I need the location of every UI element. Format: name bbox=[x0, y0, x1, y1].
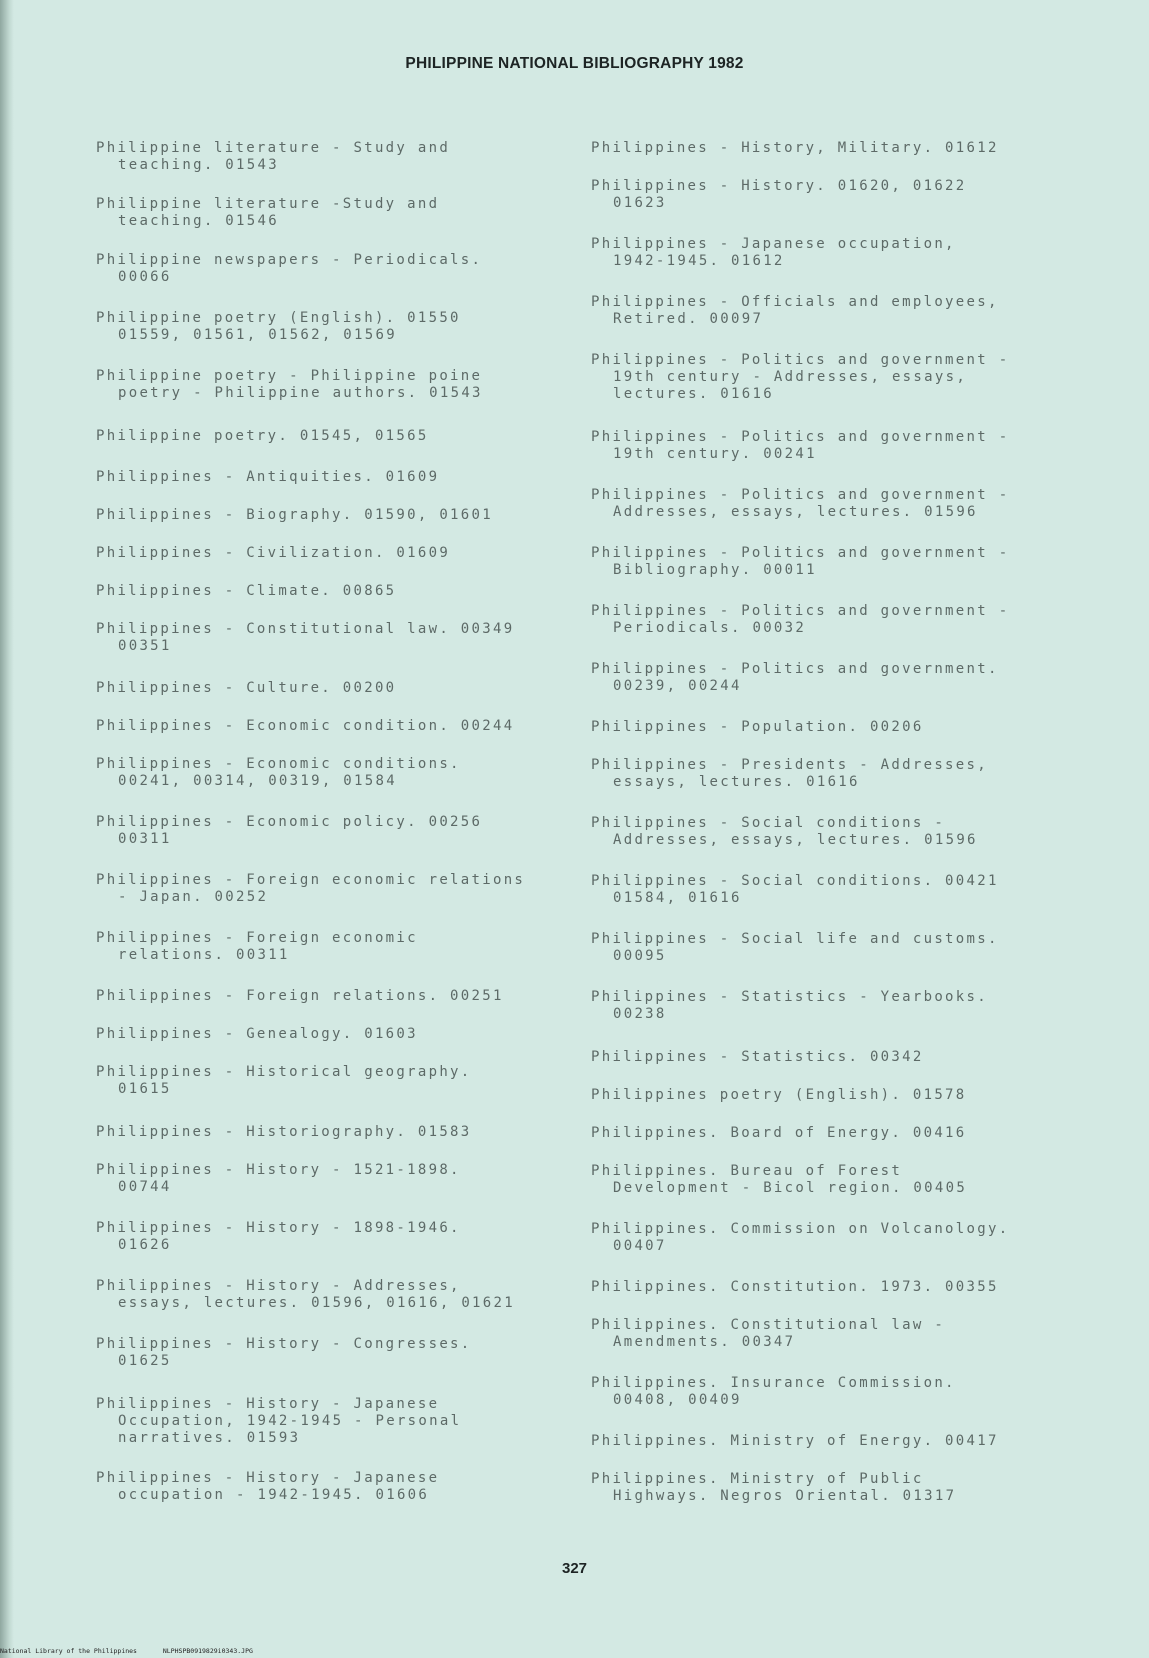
index-entry bbox=[96, 310, 571, 344]
entry-heading: Philippines - Foreign economic bbox=[96, 930, 418, 946]
entry-heading: Philippine poetry (English). 01550 bbox=[96, 310, 461, 326]
entry-continuation: 01584, 01616 bbox=[613, 890, 742, 906]
index-entry bbox=[591, 1221, 1071, 1255]
entry-continuation: 1942-1945. 01612 bbox=[613, 253, 785, 269]
entry-continuation: 00238 bbox=[613, 1006, 667, 1022]
index-entry bbox=[96, 1278, 571, 1312]
index-entry bbox=[96, 1336, 571, 1370]
page-title: PHILIPPINE NATIONAL BIBLIOGRAPHY 1982 bbox=[405, 55, 744, 72]
entry-heading: Philippines - Historiography. 01583 bbox=[96, 1124, 472, 1140]
index-entry bbox=[96, 680, 571, 697]
entry-continuation: occupation - 1942-1945. 01606 bbox=[118, 1487, 430, 1503]
index-entry bbox=[591, 661, 1071, 695]
entry-heading: Philippines - Politics and government - bbox=[591, 487, 1010, 503]
index-entry bbox=[591, 1163, 1071, 1197]
entry-heading: Philippines - Economic conditions. bbox=[96, 756, 461, 772]
entry-heading: Philippines - History, Military. 01612 bbox=[591, 140, 999, 156]
entry-heading: Philippines - Social life and customs. bbox=[591, 931, 999, 947]
index-entry bbox=[591, 757, 1071, 791]
index-entry bbox=[591, 352, 1071, 403]
index-entry bbox=[96, 872, 571, 906]
index-entry bbox=[591, 719, 1071, 736]
index-entry bbox=[96, 988, 571, 1005]
index-entry bbox=[96, 583, 571, 600]
entry-continuation: Occupation, 1942-1945 - Personal bbox=[118, 1413, 462, 1429]
entry-continuation: Retired. 00097 bbox=[613, 311, 764, 327]
index-entry bbox=[96, 756, 571, 790]
entry-continuation: 00408, 00409 bbox=[613, 1392, 742, 1408]
entry-continuation: 00407 bbox=[613, 1238, 667, 1254]
entry-continuation: Addresses, essays, lectures. 01596 bbox=[613, 504, 978, 520]
entry-heading: Philippine literature -Study and bbox=[96, 196, 440, 212]
entry-heading: Philippines - Foreign relations. 00251 bbox=[96, 988, 504, 1004]
entry-heading: Philippines - Social conditions. 00421 bbox=[591, 873, 999, 889]
entry-continuation: teaching. 01546 bbox=[118, 213, 279, 229]
entry-continuation: Periodicals. 00032 bbox=[613, 620, 807, 636]
index-entry bbox=[591, 603, 1071, 637]
entry-heading: Philippines - Social conditions - bbox=[591, 815, 946, 831]
entry-continuation: Development - Bicol region. 00405 bbox=[613, 1180, 968, 1196]
entry-heading: Philippines - History - Japanese bbox=[96, 1470, 440, 1486]
entry-heading: Philippines. Insurance Commission. bbox=[591, 1375, 956, 1391]
entry-continuation: Highways. Negros Oriental. 01317 bbox=[613, 1488, 957, 1504]
entry-continuation: 19th century - Addresses, essays, bbox=[613, 369, 968, 385]
entry-continuation: teaching. 01543 bbox=[118, 157, 279, 173]
entry-continuation: Addresses, essays, lectures. 01596 bbox=[613, 832, 978, 848]
page-edge-shadow bbox=[0, 0, 14, 1658]
index-entry bbox=[96, 428, 571, 445]
entry-heading: Philippines - Climate. 00865 bbox=[96, 583, 397, 599]
index-entry bbox=[591, 1317, 1071, 1351]
entry-heading: Philippines - Civilization. 01609 bbox=[96, 545, 451, 561]
entry-heading: Philippines. Constitutional law - bbox=[591, 1317, 946, 1333]
entry-continuation: 00066 bbox=[118, 269, 172, 285]
entry-continuation: essays, lectures. 01616 bbox=[613, 774, 860, 790]
index-entry bbox=[96, 621, 571, 655]
index-entry bbox=[591, 1471, 1071, 1505]
index-entry bbox=[591, 989, 1071, 1023]
index-entry bbox=[591, 178, 1071, 212]
entry-continuation: 01559, 01561, 01562, 01569 bbox=[118, 327, 397, 343]
entry-heading: Philippine literature - Study and bbox=[96, 140, 451, 156]
index-entry bbox=[96, 1220, 571, 1254]
index-entry bbox=[96, 1396, 571, 1447]
index-entry bbox=[96, 718, 571, 735]
entry-heading: Philippines - History - Addresses, bbox=[96, 1278, 461, 1294]
entry-heading: Philippines - Politics and government - bbox=[591, 429, 1010, 445]
scan-footer bbox=[0, 1647, 275, 1655]
entry-continuation: relations. 00311 bbox=[118, 947, 290, 963]
index-entry bbox=[96, 1124, 571, 1141]
entry-continuation: 19th century. 00241 bbox=[613, 446, 817, 462]
entry-continuation: Bibliography. 00011 bbox=[613, 562, 817, 578]
entry-heading: Philippine poetry. 01545, 01565 bbox=[96, 428, 429, 444]
entry-heading: Philippines - History - Congresses. bbox=[96, 1336, 472, 1352]
index-entry bbox=[96, 368, 571, 402]
entry-continuation: 00744 bbox=[118, 1179, 172, 1195]
index-entry bbox=[96, 1026, 571, 1043]
entry-heading: Philippines - Officials and employees, bbox=[591, 294, 999, 310]
index-entry bbox=[591, 1279, 1071, 1296]
footer-filename: NLPHSPB0919829i0343.JPG bbox=[162, 1647, 253, 1655]
entry-heading: Philippines - Japanese occupation, bbox=[591, 236, 956, 252]
index-entry bbox=[591, 815, 1071, 849]
index-entry bbox=[591, 1125, 1071, 1142]
index-entry bbox=[591, 1087, 1071, 1104]
index-entry bbox=[591, 545, 1071, 579]
entry-continuation: 00311 bbox=[118, 831, 172, 847]
index-entry bbox=[591, 1049, 1071, 1066]
index-entry bbox=[591, 140, 1071, 157]
entry-heading: Philippines. Commission on Volcanology. bbox=[591, 1221, 1010, 1237]
entry-continuation: lectures. 01616 bbox=[613, 386, 774, 402]
entry-continuation: 00239, 00244 bbox=[613, 678, 742, 694]
entry-heading: Philippines - Historical geography. bbox=[96, 1064, 472, 1080]
index-entry bbox=[96, 814, 571, 848]
index-entry bbox=[96, 1064, 571, 1098]
entry-heading: Philippines - Politics and government. bbox=[591, 661, 999, 677]
entry-continuation: essays, lectures. 01596, 01616, 01621 bbox=[118, 1295, 515, 1311]
index-entry bbox=[96, 196, 571, 230]
index-entry bbox=[96, 930, 571, 964]
entry-heading: Philippines - Politics and government - bbox=[591, 603, 1010, 619]
entry-heading: Philippines - History - 1898-1946. bbox=[96, 1220, 461, 1236]
index-entry bbox=[591, 294, 1071, 328]
entry-heading: Philippines - Economic policy. 00256 bbox=[96, 814, 483, 830]
entry-heading: Philippines - History - 1521-1898. bbox=[96, 1162, 461, 1178]
index-entry bbox=[591, 429, 1071, 463]
index-entry bbox=[591, 1433, 1071, 1450]
entry-heading: Philippines. Constitution. 1973. 00355 bbox=[591, 1279, 999, 1295]
index-entry bbox=[96, 140, 571, 174]
entry-continuation: 01625 bbox=[118, 1353, 172, 1369]
entry-heading: Philippines poetry (English). 01578 bbox=[591, 1087, 967, 1103]
index-entry bbox=[591, 487, 1071, 521]
entry-heading: Philippine poetry - Philippine poine bbox=[96, 368, 483, 384]
entry-heading: Philippines - Genealogy. 01603 bbox=[96, 1026, 418, 1042]
index-entry bbox=[591, 1375, 1071, 1409]
entry-continuation: 00241, 00314, 00319, 01584 bbox=[118, 773, 397, 789]
entry-heading: Philippines. Ministry of Public bbox=[591, 1471, 924, 1487]
entry-continuation: 01623 bbox=[613, 195, 667, 211]
entry-heading: Philippines - Politics and government - bbox=[591, 545, 1010, 561]
entry-continuation: narratives. 01593 bbox=[118, 1430, 301, 1446]
entry-heading: Philippines - Statistics. 00342 bbox=[591, 1049, 924, 1065]
entry-heading: Philippine newspapers - Periodicals. bbox=[96, 252, 483, 268]
entry-heading: Philippines - History. 01620, 01622 bbox=[591, 178, 967, 194]
entry-heading: Philippines - Culture. 00200 bbox=[96, 680, 397, 696]
entry-heading: Philippines. Ministry of Energy. 00417 bbox=[591, 1433, 999, 1449]
index-entry bbox=[96, 1162, 571, 1196]
entry-heading: Philippines - Statistics - Yearbooks. bbox=[591, 989, 988, 1005]
index-entry bbox=[96, 545, 571, 562]
entry-continuation: 00095 bbox=[613, 948, 667, 964]
entry-continuation: 01626 bbox=[118, 1237, 172, 1253]
entry-heading: Philippines - Constitutional law. 00349 bbox=[96, 621, 515, 637]
entry-heading: Philippines. Bureau of Forest bbox=[591, 1163, 903, 1179]
entry-heading: Philippines - Politics and government - bbox=[591, 352, 1010, 368]
index-entry bbox=[96, 469, 571, 486]
entry-heading: Philippines - Biography. 01590, 01601 bbox=[96, 507, 493, 523]
index-entry bbox=[96, 252, 571, 286]
entry-continuation: 00351 bbox=[118, 638, 172, 654]
entry-heading: Philippines - Presidents - Addresses, bbox=[591, 757, 988, 773]
entry-heading: Philippines - Economic condition. 00244 bbox=[96, 718, 515, 734]
entry-heading: Philippines. Board of Energy. 00416 bbox=[591, 1125, 967, 1141]
entry-continuation: - Japan. 00252 bbox=[118, 889, 269, 905]
index-entry bbox=[591, 236, 1071, 270]
index-entry bbox=[96, 507, 571, 524]
entry-continuation: poetry - Philippine authors. 01543 bbox=[118, 385, 483, 401]
entry-continuation: 01615 bbox=[118, 1081, 172, 1097]
footer-library: National Library of the Philippines bbox=[0, 1647, 137, 1655]
entry-heading: Philippines - Foreign economic relations bbox=[96, 872, 526, 888]
index-entry bbox=[96, 1470, 571, 1504]
entry-heading: Philippines - History - Japanese bbox=[96, 1396, 440, 1412]
entry-heading: Philippines - Antiquities. 01609 bbox=[96, 469, 440, 485]
page-number: 327 bbox=[561, 1560, 588, 1577]
index-entry bbox=[591, 873, 1071, 907]
entry-continuation: Amendments. 00347 bbox=[613, 1334, 796, 1350]
index-entry bbox=[591, 931, 1071, 965]
entry-heading: Philippines - Population. 00206 bbox=[591, 719, 924, 735]
